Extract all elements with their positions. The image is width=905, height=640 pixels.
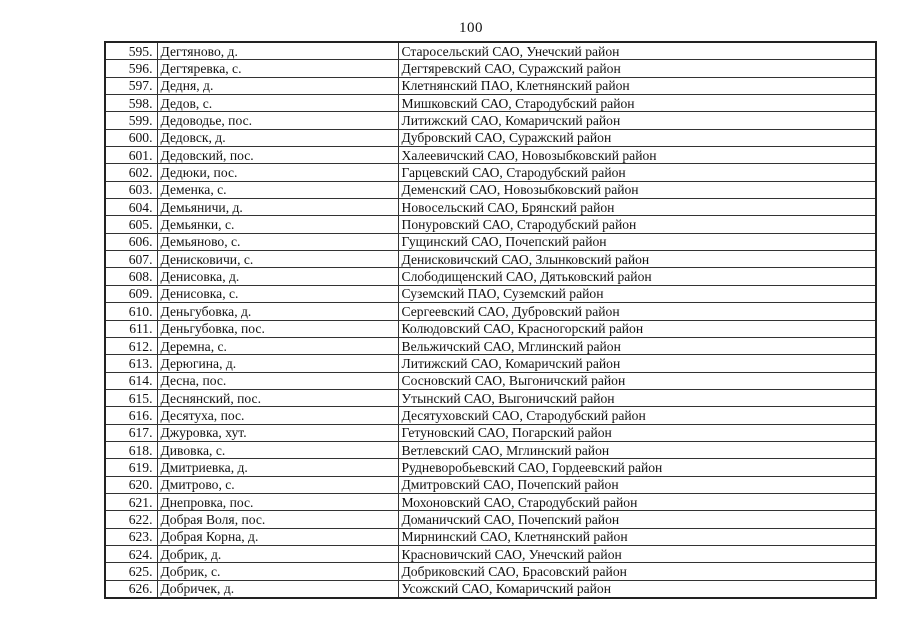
settlement-name: Добрая Корна, д. [157,528,398,545]
settlement-name: Деремна, с. [157,337,398,354]
row-number: 626. [105,580,157,598]
row-number: 611. [105,320,157,337]
settlement-location: Понуровский САО, Стародубский район [398,216,876,233]
settlement-location: Деменский САО, Новозыбковский район [398,181,876,198]
row-number: 621. [105,493,157,510]
settlement-name: Демьяново, с. [157,233,398,250]
table-row [105,164,876,181]
row-number: 596. [105,60,157,77]
settlement-location: Новосельский САО, Брянский район [398,199,876,216]
table-row [105,112,876,129]
page-number: 100 [459,20,483,36]
settlement-name: Дедов, с. [157,95,398,112]
settlements-table [104,41,877,599]
settlement-location: Колюдовский САО, Красногорский район [398,320,876,337]
row-number: 623. [105,528,157,545]
table-row [105,355,876,372]
table-row [105,129,876,146]
settlement-name: Джуровка, хут. [157,424,398,441]
row-number: 604. [105,199,157,216]
row-number: 616. [105,407,157,424]
settlement-name: Дегтяново, д. [157,42,398,60]
row-number: 603. [105,181,157,198]
settlement-location: Сергеевский САО, Дубровский район [398,303,876,320]
settlement-name: Деньгубовка, пос. [157,320,398,337]
table-body [105,42,876,598]
table-row [105,303,876,320]
row-number: 599. [105,112,157,129]
row-number: 617. [105,424,157,441]
row-number: 612. [105,337,157,354]
row-number: 619. [105,459,157,476]
row-number: 614. [105,372,157,389]
row-number: 601. [105,147,157,164]
table-row [105,95,876,112]
settlement-location: Дубровский САО, Суражский район [398,129,876,146]
row-number: 600. [105,129,157,146]
settlement-name: Деснянский, пос. [157,389,398,406]
row-number: 605. [105,216,157,233]
table-row [105,285,876,302]
settlement-name: Добрик, с. [157,563,398,580]
settlement-location: Слободищенский САО, Дятьковский район [398,268,876,285]
table-row [105,251,876,268]
table-row [105,493,876,510]
settlement-location: Вельжичский САО, Мглинский район [398,337,876,354]
settlement-name: Деменка, с. [157,181,398,198]
settlement-location: Дмитровский САО, Почепский район [398,476,876,493]
settlement-location: Литижский САО, Комаричский район [398,112,876,129]
settlement-name: Дедовский, пос. [157,147,398,164]
settlement-location: Мирнинский САО, Клетнянский район [398,528,876,545]
row-number: 625. [105,563,157,580]
settlement-name: Дмитриевка, д. [157,459,398,476]
settlement-location: Рудневоробьевский САО, Гордеевский район [398,459,876,476]
table-row [105,459,876,476]
settlement-name: Десятуха, пос. [157,407,398,424]
settlement-name: Добрик, д. [157,545,398,562]
row-number: 618. [105,441,157,458]
table-row [105,389,876,406]
table-row [105,60,876,77]
settlement-name: Дедовск, д. [157,129,398,146]
table-row [105,407,876,424]
table-row [105,77,876,94]
settlement-location: Десятуховский САО, Стародубский район [398,407,876,424]
table-row [105,199,876,216]
table-row [105,563,876,580]
table-row [105,441,876,458]
settlement-name: Дивовка, с. [157,441,398,458]
table-row [105,147,876,164]
table-row [105,337,876,354]
table-row [105,216,876,233]
settlement-location: Мишковский САО, Стародубский район [398,95,876,112]
settlement-name: Дедня, д. [157,77,398,94]
settlement-location: Ветлевский САО, Мглинский район [398,441,876,458]
settlement-name: Денисовка, д. [157,268,398,285]
settlement-location: Денисковичский САО, Злынковский район [398,251,876,268]
table-row [105,545,876,562]
settlement-name: Днепровка, пос. [157,493,398,510]
row-number: 615. [105,389,157,406]
table-row [105,372,876,389]
settlement-location: Сосновский САО, Выгоничский район [398,372,876,389]
settlement-location: Литижский САО, Комаричский район [398,355,876,372]
row-number: 606. [105,233,157,250]
settlement-name: Денисковичи, с. [157,251,398,268]
settlement-name: Деньгубовка, д. [157,303,398,320]
settlement-name: Дмитрово, с. [157,476,398,493]
settlement-name: Демьянки, с. [157,216,398,233]
settlement-location: Клетнянский ПАО, Клетнянский район [398,77,876,94]
row-number: 622. [105,511,157,528]
table-row [105,320,876,337]
row-number: 607. [105,251,157,268]
row-number: 610. [105,303,157,320]
settlement-location: Утынский САО, Выгоничский район [398,389,876,406]
settlement-location: Усожский САО, Комаричский район [398,580,876,598]
settlement-name: Денисовка, с. [157,285,398,302]
settlement-name: Дерюгина, д. [157,355,398,372]
row-number: 613. [105,355,157,372]
row-number: 620. [105,476,157,493]
settlement-location: Гарцевский САО, Стародубский район [398,164,876,181]
settlement-name: Добричек, д. [157,580,398,598]
table-row [105,42,876,60]
table-row [105,528,876,545]
settlement-location: Халеевичский САО, Новозыбковский район [398,147,876,164]
settlement-location: Гущинский САО, Почепский район [398,233,876,250]
row-number: 597. [105,77,157,94]
table-row [105,233,876,250]
settlement-location: Суземский ПАО, Суземский район [398,285,876,302]
row-number: 624. [105,545,157,562]
row-number: 609. [105,285,157,302]
table-row [105,476,876,493]
settlement-location: Доманичский САО, Почепский район [398,511,876,528]
table-row [105,268,876,285]
settlement-name: Демьяничи, д. [157,199,398,216]
settlement-name: Десна, пос. [157,372,398,389]
settlement-location: Добриковский САО, Брасовский район [398,563,876,580]
table-row [105,181,876,198]
settlement-location: Дегтяревский САО, Суражский район [398,60,876,77]
settlement-name: Дедюки, пос. [157,164,398,181]
row-number: 608. [105,268,157,285]
settlement-location: Мохоновский САО, Стародубский район [398,493,876,510]
table-row [105,580,876,598]
settlement-location: Гетуновский САО, Погарский район [398,424,876,441]
settlement-location: Красновичский САО, Унечский район [398,545,876,562]
settlement-name: Дегтяревка, с. [157,60,398,77]
row-number: 595. [105,42,157,60]
table-row [105,424,876,441]
settlement-name: Дедоводье, пос. [157,112,398,129]
settlement-location: Старосельский САО, Унечский район [398,42,876,60]
row-number: 598. [105,95,157,112]
row-number: 602. [105,164,157,181]
settlement-name: Добрая Воля, пос. [157,511,398,528]
table-row [105,511,876,528]
